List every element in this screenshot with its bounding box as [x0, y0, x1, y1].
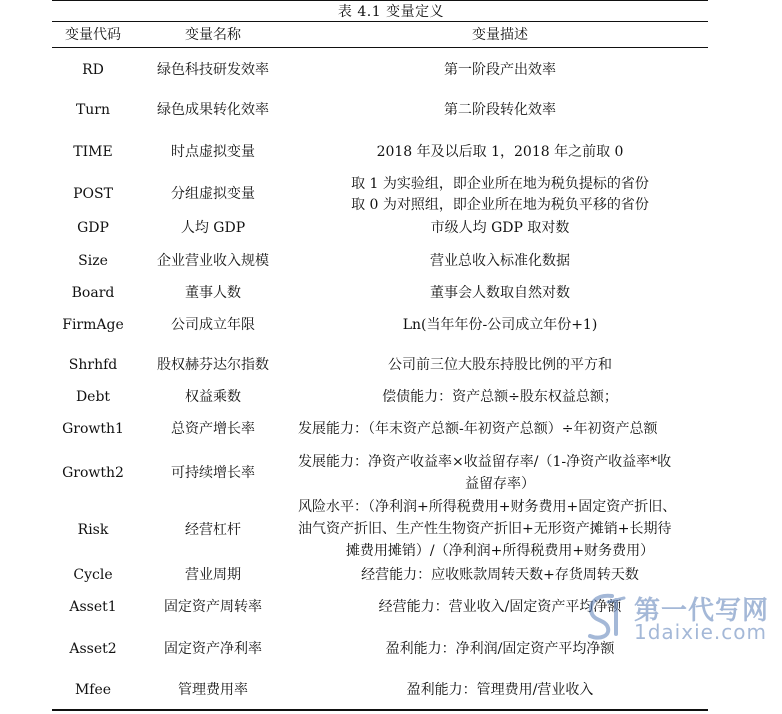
var-name: 固定资产周转率 — [164, 599, 262, 615]
var-code: Turn — [75, 102, 111, 118]
header-top-rule — [52, 21, 708, 22]
var-desc: 市级人均 GDP 取对数 — [430, 220, 570, 236]
header-bottom-rule — [52, 47, 708, 48]
var-desc: 第一阶段产出效率 — [444, 62, 556, 78]
var-name: 管理费用率 — [178, 682, 248, 698]
var-code: Debt — [75, 389, 111, 405]
var-code: Size — [78, 253, 108, 269]
var-name: 固定资产净利率 — [164, 641, 262, 657]
var-desc-line: 摊费用摊销）/（净利润+所得税费用+财务费用） — [345, 543, 655, 559]
var-name: 企业营业收入规模 — [157, 253, 269, 269]
var-desc: 2018 年及以后取 1，2018 年之前取 0 — [376, 144, 624, 160]
var-desc: 发展能力：（年末资产总额-年初资产总额）÷年初资产总额 — [298, 421, 658, 437]
var-desc-line: 风险水平：（净利润+所得税费用+财务费用+固定资产折旧、 — [298, 499, 677, 515]
table-bottom-rule — [52, 709, 708, 711]
var-code: Asset2 — [69, 641, 117, 657]
var-desc-line: 益留存率） — [465, 476, 535, 492]
var-desc: 盈利能力：净利润/固定资产平均净额 — [385, 641, 615, 657]
var-desc: 董事会人数取自然对数 — [430, 285, 570, 301]
table-top-rule — [52, 0, 708, 1]
var-name: 董事人数 — [185, 285, 241, 301]
header-name: 变量名称 — [185, 27, 241, 43]
var-code: FirmAge — [62, 317, 124, 333]
var-name: 营业周期 — [185, 567, 241, 583]
var-name: 人均 GDP — [180, 220, 246, 236]
var-code: RD — [82, 62, 104, 78]
var-code: POST — [73, 186, 113, 202]
var-code: Cycle — [73, 567, 113, 583]
var-code: Risk — [77, 522, 109, 538]
var-desc: 第二阶段转化效率 — [444, 102, 556, 118]
var-code: Growth1 — [62, 421, 124, 437]
var-code: Shrhfd — [68, 357, 118, 373]
var-code: Mfee — [74, 682, 112, 698]
table-caption: 表 4.1 变量定义 — [337, 4, 445, 20]
header-code: 变量代码 — [65, 27, 121, 43]
var-code: TIME — [73, 144, 113, 160]
watermark-url: 1daixie.com — [634, 620, 768, 644]
var-name: 权益乘数 — [185, 389, 241, 405]
var-code: GDP — [77, 220, 109, 236]
var-desc: 公司前三位大股东持股比例的平方和 — [388, 357, 612, 373]
watermark-site-name: 第一代写网 — [634, 596, 770, 626]
var-desc-line: 发展能力：净资产收益率×收益留存率/（1-净资产收益率*收 — [298, 454, 672, 470]
var-name: 经营杠杆 — [185, 522, 241, 538]
var-name: 绿色成果转化效率 — [157, 102, 269, 118]
var-name: 总资产增长率 — [171, 421, 255, 437]
var-desc: 盈利能力：管理费用/营业收入 — [406, 682, 594, 698]
var-name: 时点虚拟变量 — [171, 144, 255, 160]
watermark-logo-icon — [582, 590, 630, 642]
var-desc: 经营能力：应收账款周转天数+存货周转天数 — [361, 567, 639, 583]
var-name: 绿色科技研发效率 — [157, 62, 269, 78]
var-code: Growth2 — [62, 465, 124, 481]
table-header-row — [0, 24, 782, 46]
var-name: 股权赫芬达尔指数 — [157, 357, 269, 373]
watermark — [582, 588, 772, 648]
var-desc: 营业总收入标准化数据 — [430, 253, 570, 269]
var-desc-line: 油气资产折旧、生产性生物资产折旧+无形资产摊销+长期待 — [298, 521, 672, 537]
var-name: 分组虚拟变量 — [171, 186, 255, 202]
var-desc: 偿债能力：资产总额÷股东权益总额； — [382, 389, 618, 405]
var-name: 可持续增长率 — [171, 465, 255, 481]
var-desc: 经营能力：营业收入/固定资产平均净额 — [378, 599, 622, 615]
var-desc: Ln(当年年份-公司成立年份+1) — [402, 317, 598, 333]
var-code: Asset1 — [69, 599, 117, 615]
var-name: 公司成立年限 — [171, 317, 255, 333]
var-desc-line: 取 0 为对照组，即企业所在地为税负平移的省份 — [351, 197, 649, 213]
var-code: Board — [71, 285, 115, 301]
header-desc: 变量描述 — [472, 27, 528, 43]
var-desc-line: 取 1 为实验组，即企业所在地为税负提标的省份 — [351, 176, 649, 192]
